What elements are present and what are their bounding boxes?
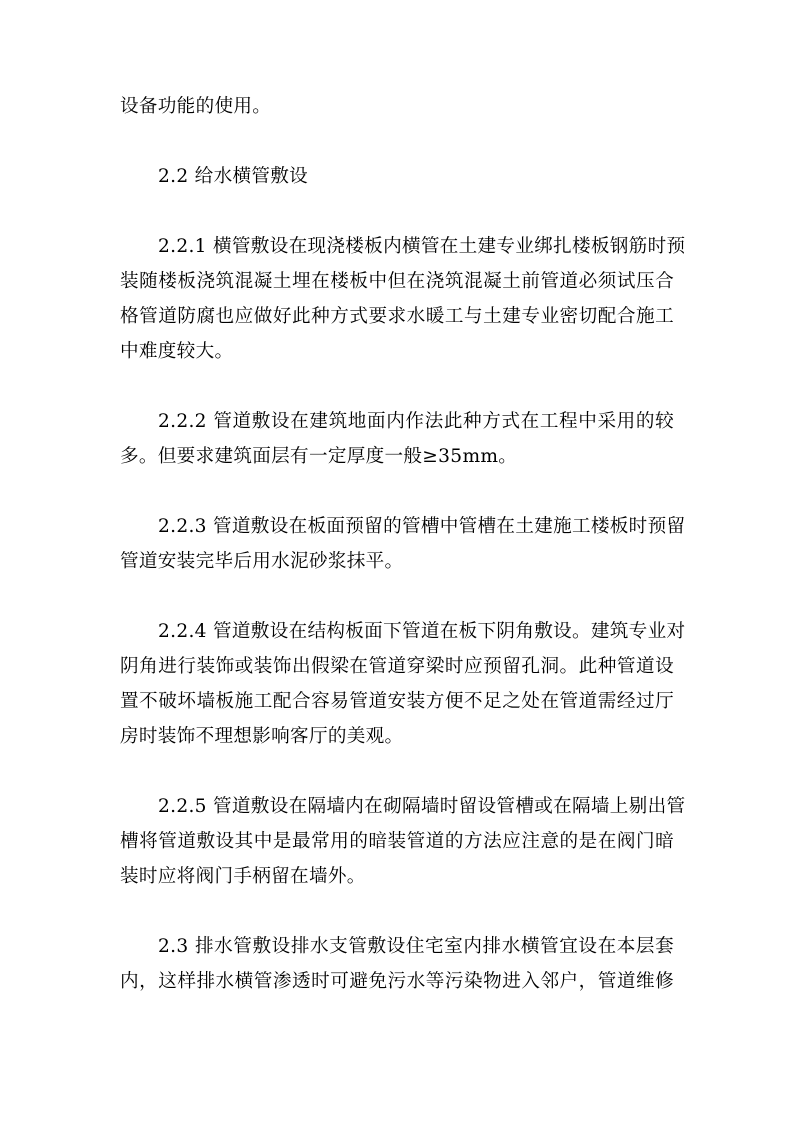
section-heading-2-2: 2.2 给水横管敷设: [158, 166, 309, 187]
paragraph-2-3-line-2: 内，这样排水横管渗透时可避免污水等污染物进入邻户，管道维修: [120, 971, 674, 992]
paragraph-2-2-4-line-4: 房时装饰不理想影响客厅的美观。: [120, 726, 404, 747]
paragraph-continuation-line: 设备功能的使用。: [120, 96, 272, 117]
paragraph-2-2-1-line-3: 格管道防腐也应做好此种方式要求水暖工与土建专业密切配合施工: [120, 306, 674, 327]
paragraph-2-2-2-line-2: 多。但要求建筑面层有一定厚度一般≥35mm。: [120, 446, 518, 467]
paragraph-2-2-3-line-1: 2.2.3 管道敷设在板面预留的管槽中管槽在土建施工楼板时预留: [158, 516, 686, 537]
paragraph-2-2-1-line-1: 2.2.1 横管敷设在现浇楼板内横管在土建专业绑扎楼板钢筋时预: [158, 236, 686, 257]
paragraph-2-2-1-line-4: 中难度较大。: [120, 341, 234, 362]
paragraph-2-2-5-line-1: 2.2.5 管道敷设在隔墙内在砌隔墙时留设管槽或在隔墙上剔出管: [158, 796, 686, 817]
paragraph-2-2-4-line-3: 置不破坏墙板施工配合容易管道安装方便不足之处在管道需经过厅: [120, 691, 674, 712]
paragraph-2-2-4-line-1: 2.2.4 管道敷设在结构板面下管道在板下阴角敷设。建筑专业对: [158, 621, 686, 642]
paragraph-2-2-4-line-2: 阴角进行装饰或装饰出假梁在管道穿梁时应预留孔洞。此种管道设: [120, 656, 674, 677]
paragraph-2-3-line-1: 2.3 排水管敷设排水支管敷设住宅室内排水横管宜设在本层套: [158, 936, 674, 957]
paragraph-2-2-2-line-1: 2.2.2 管道敷设在建筑地面内作法此种方式在工程中采用的较: [158, 411, 674, 432]
paragraph-2-2-1-line-2: 装随楼板浇筑混凝土埋在楼板中但在浇筑混凝土前管道必须试压合: [120, 271, 674, 292]
paragraph-2-2-3-line-2: 管道安装完毕后用水泥砂浆抹平。: [120, 551, 404, 572]
paragraph-2-2-5-line-3: 装时应将阀门手柄留在墙外。: [120, 866, 366, 887]
paragraph-2-2-5-line-2: 槽将管道敷设其中是最常用的暗装管道的方法应注意的是在阀门暗: [120, 831, 674, 852]
